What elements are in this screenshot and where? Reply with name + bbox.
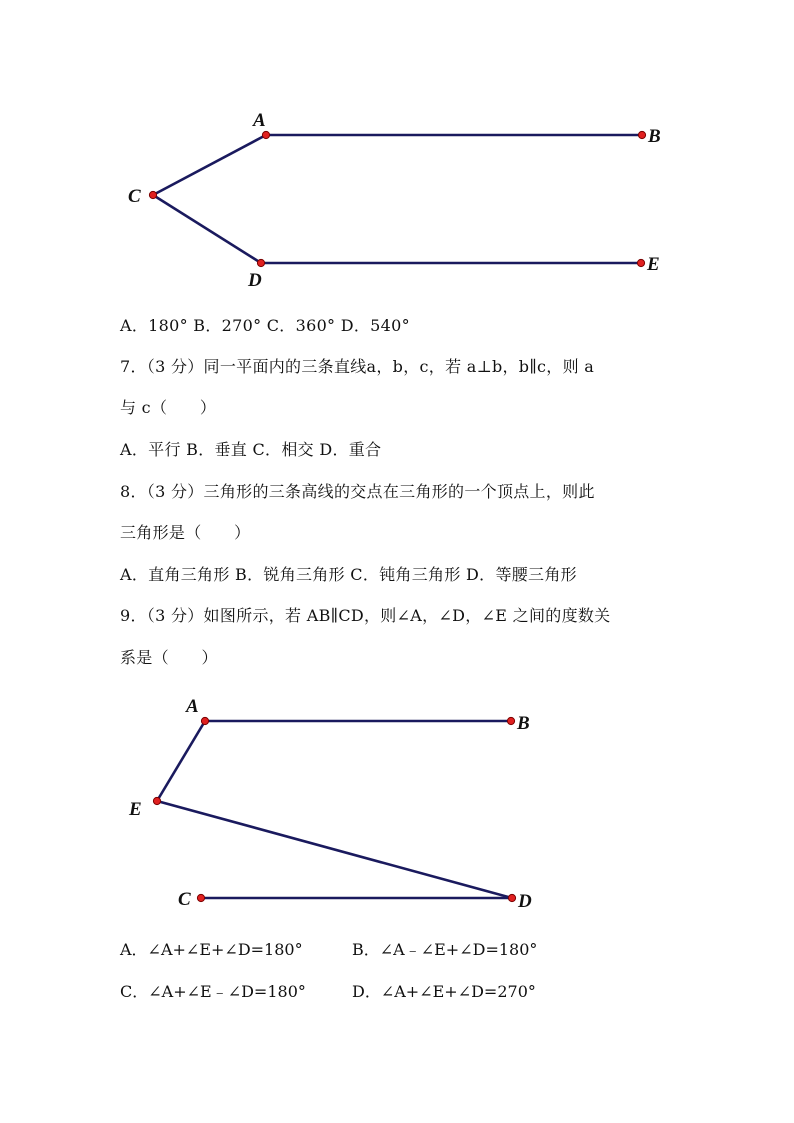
- label-c: C: [178, 889, 191, 910]
- label-e: E: [647, 254, 660, 275]
- q8-options: A．直角三角形 B．锐角三角形 C．钝角三角形 D．等腰三角形: [120, 565, 577, 584]
- q8-stem-line2: 三角形是（ ）: [120, 523, 251, 542]
- segment-ae: [157, 721, 205, 801]
- label-b: B: [648, 126, 661, 147]
- q9-option-c: C．∠A+∠E﹣∠D=180°: [120, 982, 306, 1001]
- point-b: [507, 717, 514, 724]
- label-a: A: [253, 110, 266, 131]
- q9-option-b: B．∠A﹣∠E+∠D=180°: [352, 940, 538, 959]
- point-a: [201, 717, 208, 724]
- label-c: C: [128, 186, 141, 207]
- q7-stem-line2: 与 c（ ）: [120, 398, 217, 417]
- label-d: D: [248, 270, 262, 291]
- q7-stem-line1: 7．（3 分）同一平面内的三条直线a，b，c，若 a⊥b，b∥c，则 a: [120, 357, 595, 376]
- q9-stem-line2: 系是（ ）: [120, 648, 218, 667]
- point-e: [153, 797, 160, 804]
- point-d: [508, 894, 515, 901]
- segment-ed: [157, 801, 512, 898]
- point-c: [197, 894, 204, 901]
- q9-option-d: D．∠A+∠E+∠D=270°: [352, 982, 536, 1001]
- q9-option-a: A．∠A+∠E+∠D=180°: [120, 940, 303, 959]
- q6-options: A．180° B．270° C．360° D．540°: [120, 316, 410, 335]
- q8-stem-line1: 8．（3 分）三角形的三条高线的交点在三角形的一个顶点上，则此: [120, 482, 595, 501]
- label-b: B: [517, 713, 530, 734]
- label-a: A: [186, 696, 199, 717]
- label-d: D: [518, 891, 532, 912]
- q9-stem-line1: 9．（3 分）如图所示，若 AB∥CD，则∠A，∠D，∠E 之间的度数关: [120, 606, 611, 625]
- label-e: E: [129, 799, 142, 820]
- q7-options: A．平行 B．垂直 C．相交 D．重合: [120, 440, 382, 459]
